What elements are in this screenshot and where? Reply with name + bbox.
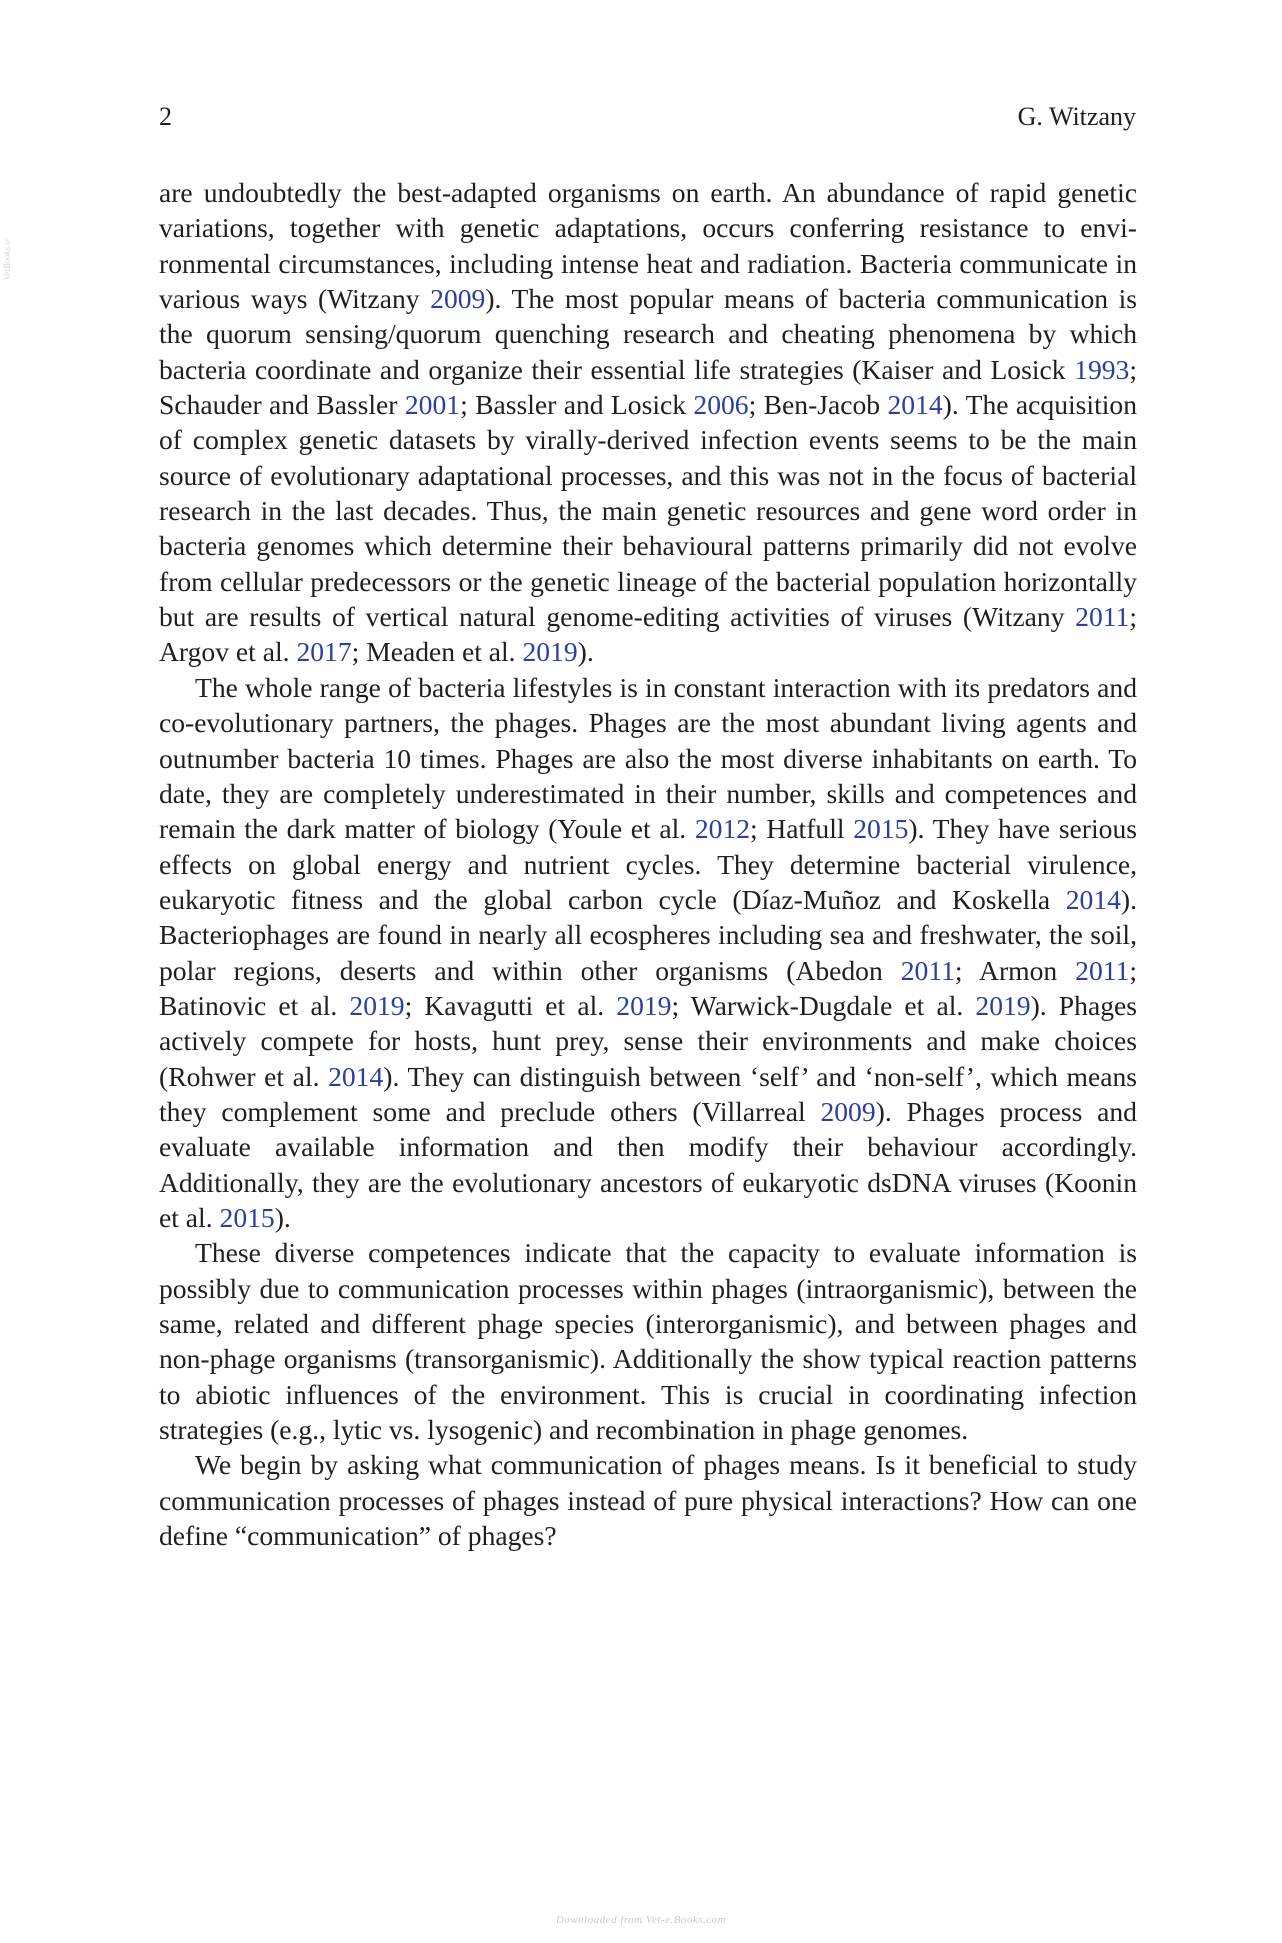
footer-watermark: Downloaded from Vet-e.Books.com bbox=[555, 1914, 727, 1926]
citation-year-link[interactable]: 2014 bbox=[887, 389, 943, 421]
text-run: ). The most popular means of bacteria communication is the quorum sensing/quorum quenching research and cheating phenomena by which bacteria coordinate and organize their essential life strategies (Kaiser and Losick bbox=[159, 283, 1137, 385]
citation-year-link[interactable]: 1993 bbox=[1074, 353, 1130, 385]
text-run: ; Warwick-Dugdale et al. bbox=[671, 989, 976, 1021]
text-run: ). Bacteriophages are found in nearly all ecospheres including sea and freshwater, the soil, polar regions, deserts and within other organisms (Abedon bbox=[159, 883, 1137, 986]
paragraph bbox=[159, 670, 1137, 1236]
citation-year-link[interactable]: 2001 bbox=[404, 389, 461, 421]
text-run: are undoubtedly the best-adapted organisms on earth. An abundance of rapid genetic variations, together with genetic adaptations, occurs conferring resistance to environmental circumstances, including intense heat and radiation. Bacteria communicate in various ways (Witzany bbox=[159, 177, 1137, 315]
text-run: ). The acquisition of complex genetic datasets by virally-derived infection events seems to be the main source of evolutionary adaptational processes, and this was not in the focus of bacterial research in the last decades. Thus, the main genetic resources and gene word order in bacteria genomes which determine their behavioural patterns primarily did not evolve from cellular predecessors or the genetic lineage of the bacterial population horizontally but are results of vertical natural genome-editing activities of viruses (Witzany bbox=[159, 389, 1137, 633]
text-run: ; Armon bbox=[954, 954, 1076, 986]
body-text bbox=[159, 175, 1137, 1553]
text-run: ; Meaden et al. bbox=[351, 636, 523, 668]
text-run: We begin by asking what communication of phages means. Is it beneficial to study communication processes of phages instead of pure physical interactions? How can one define “communication” of phages? bbox=[159, 1449, 1137, 1552]
citation-year-link[interactable]: 2014 bbox=[1065, 883, 1121, 915]
text-run: ). bbox=[274, 1201, 291, 1233]
running-head-author: G. Witzany bbox=[1017, 102, 1136, 131]
text-run: ; Kavagutti et al. bbox=[404, 989, 617, 1021]
side-watermark: VetBooks.ir bbox=[2, 238, 12, 280]
citation-year-link[interactable]: 2012 bbox=[694, 813, 751, 845]
citation-year-link[interactable]: 2017 bbox=[296, 636, 352, 668]
text-run: ; Bassler and Losick bbox=[460, 389, 694, 421]
citation-year-link[interactable]: 2019 bbox=[522, 636, 578, 668]
paragraph bbox=[159, 175, 1137, 670]
page-number: 2 bbox=[159, 102, 172, 131]
citation-year-link[interactable]: 2011 bbox=[900, 954, 955, 986]
citation-year-link[interactable]: 2015 bbox=[219, 1201, 275, 1233]
text-run: ; Hatfull bbox=[750, 813, 854, 845]
text-run: ; Argov et al. bbox=[159, 601, 1137, 668]
text-run: ; Ben-Jacob bbox=[748, 389, 888, 421]
citation-year-link[interactable]: 2009 bbox=[430, 283, 486, 315]
citation-year-link[interactable]: 2009 bbox=[820, 1095, 876, 1127]
citation-year-link[interactable]: 2011 bbox=[1075, 601, 1130, 633]
text-run: ). They have serious effects on global energy and nutrient cycles. They determine bacterial virulence, eukaryotic fitness and the global carbon cycle (Díaz-Muñoz and Koskella bbox=[159, 813, 1137, 915]
text-run: ; Batinovic et al. bbox=[159, 954, 1137, 1021]
text-run: ). Phages actively compete for hosts, hunt prey, sense their environments and make choices (Rohwer et al. bbox=[159, 989, 1137, 1092]
citation-year-link[interactable]: 2019 bbox=[975, 989, 1031, 1021]
text-run: ). They can distinguish between ‘self’ and ‘non-self’, which means they complement some and preclude others (Villarreal bbox=[159, 1060, 1137, 1127]
paragraph bbox=[159, 1235, 1137, 1447]
text-run: ). Phages process and evaluate available information and then modify their behaviour accordingly. Additionally, they are the evolutionary ancestors of eukaryotic dsDNA viruses (Koonin et al. bbox=[159, 1095, 1137, 1233]
citation-year-link[interactable]: 2019 bbox=[349, 989, 405, 1021]
citation-year-link[interactable]: 2014 bbox=[328, 1060, 384, 1092]
text-run: The whole range of bacteria lifestyles is in constant interaction with its predators and co-evolutionary partners, the phages. Phages are the most abundant living agents and outnumber bacteria 10 times. Phages are also the most diverse inhabitants on earth. To date, they are completely underestimated in their number, skills and competences and remain the dark matter of biology (Youle et al. bbox=[159, 671, 1137, 845]
text-run: These diverse competences indicate that the capacity to evaluate information is possibly due to communication processes within phages (intraorganismic), between the same, related and different phage species (interorganismic), and between phages and non-phage organisms (transorganismic). Additionally the show typical reaction patterns to abiotic influences of the environment. This is crucial in coordinating infection strategies (e.g., lytic vs. lysogenic) and recombination in phage genomes. bbox=[159, 1237, 1137, 1446]
citation-year-link[interactable]: 2015 bbox=[853, 813, 909, 845]
citation-year-link[interactable]: 2006 bbox=[693, 389, 749, 421]
paragraph bbox=[159, 1447, 1137, 1553]
text-run: ; Schauder and Bassler bbox=[159, 353, 1137, 421]
citation-year-link[interactable]: 2011 bbox=[1075, 954, 1130, 986]
text-run: ). bbox=[577, 636, 594, 668]
citation-year-link[interactable]: 2019 bbox=[616, 989, 672, 1021]
